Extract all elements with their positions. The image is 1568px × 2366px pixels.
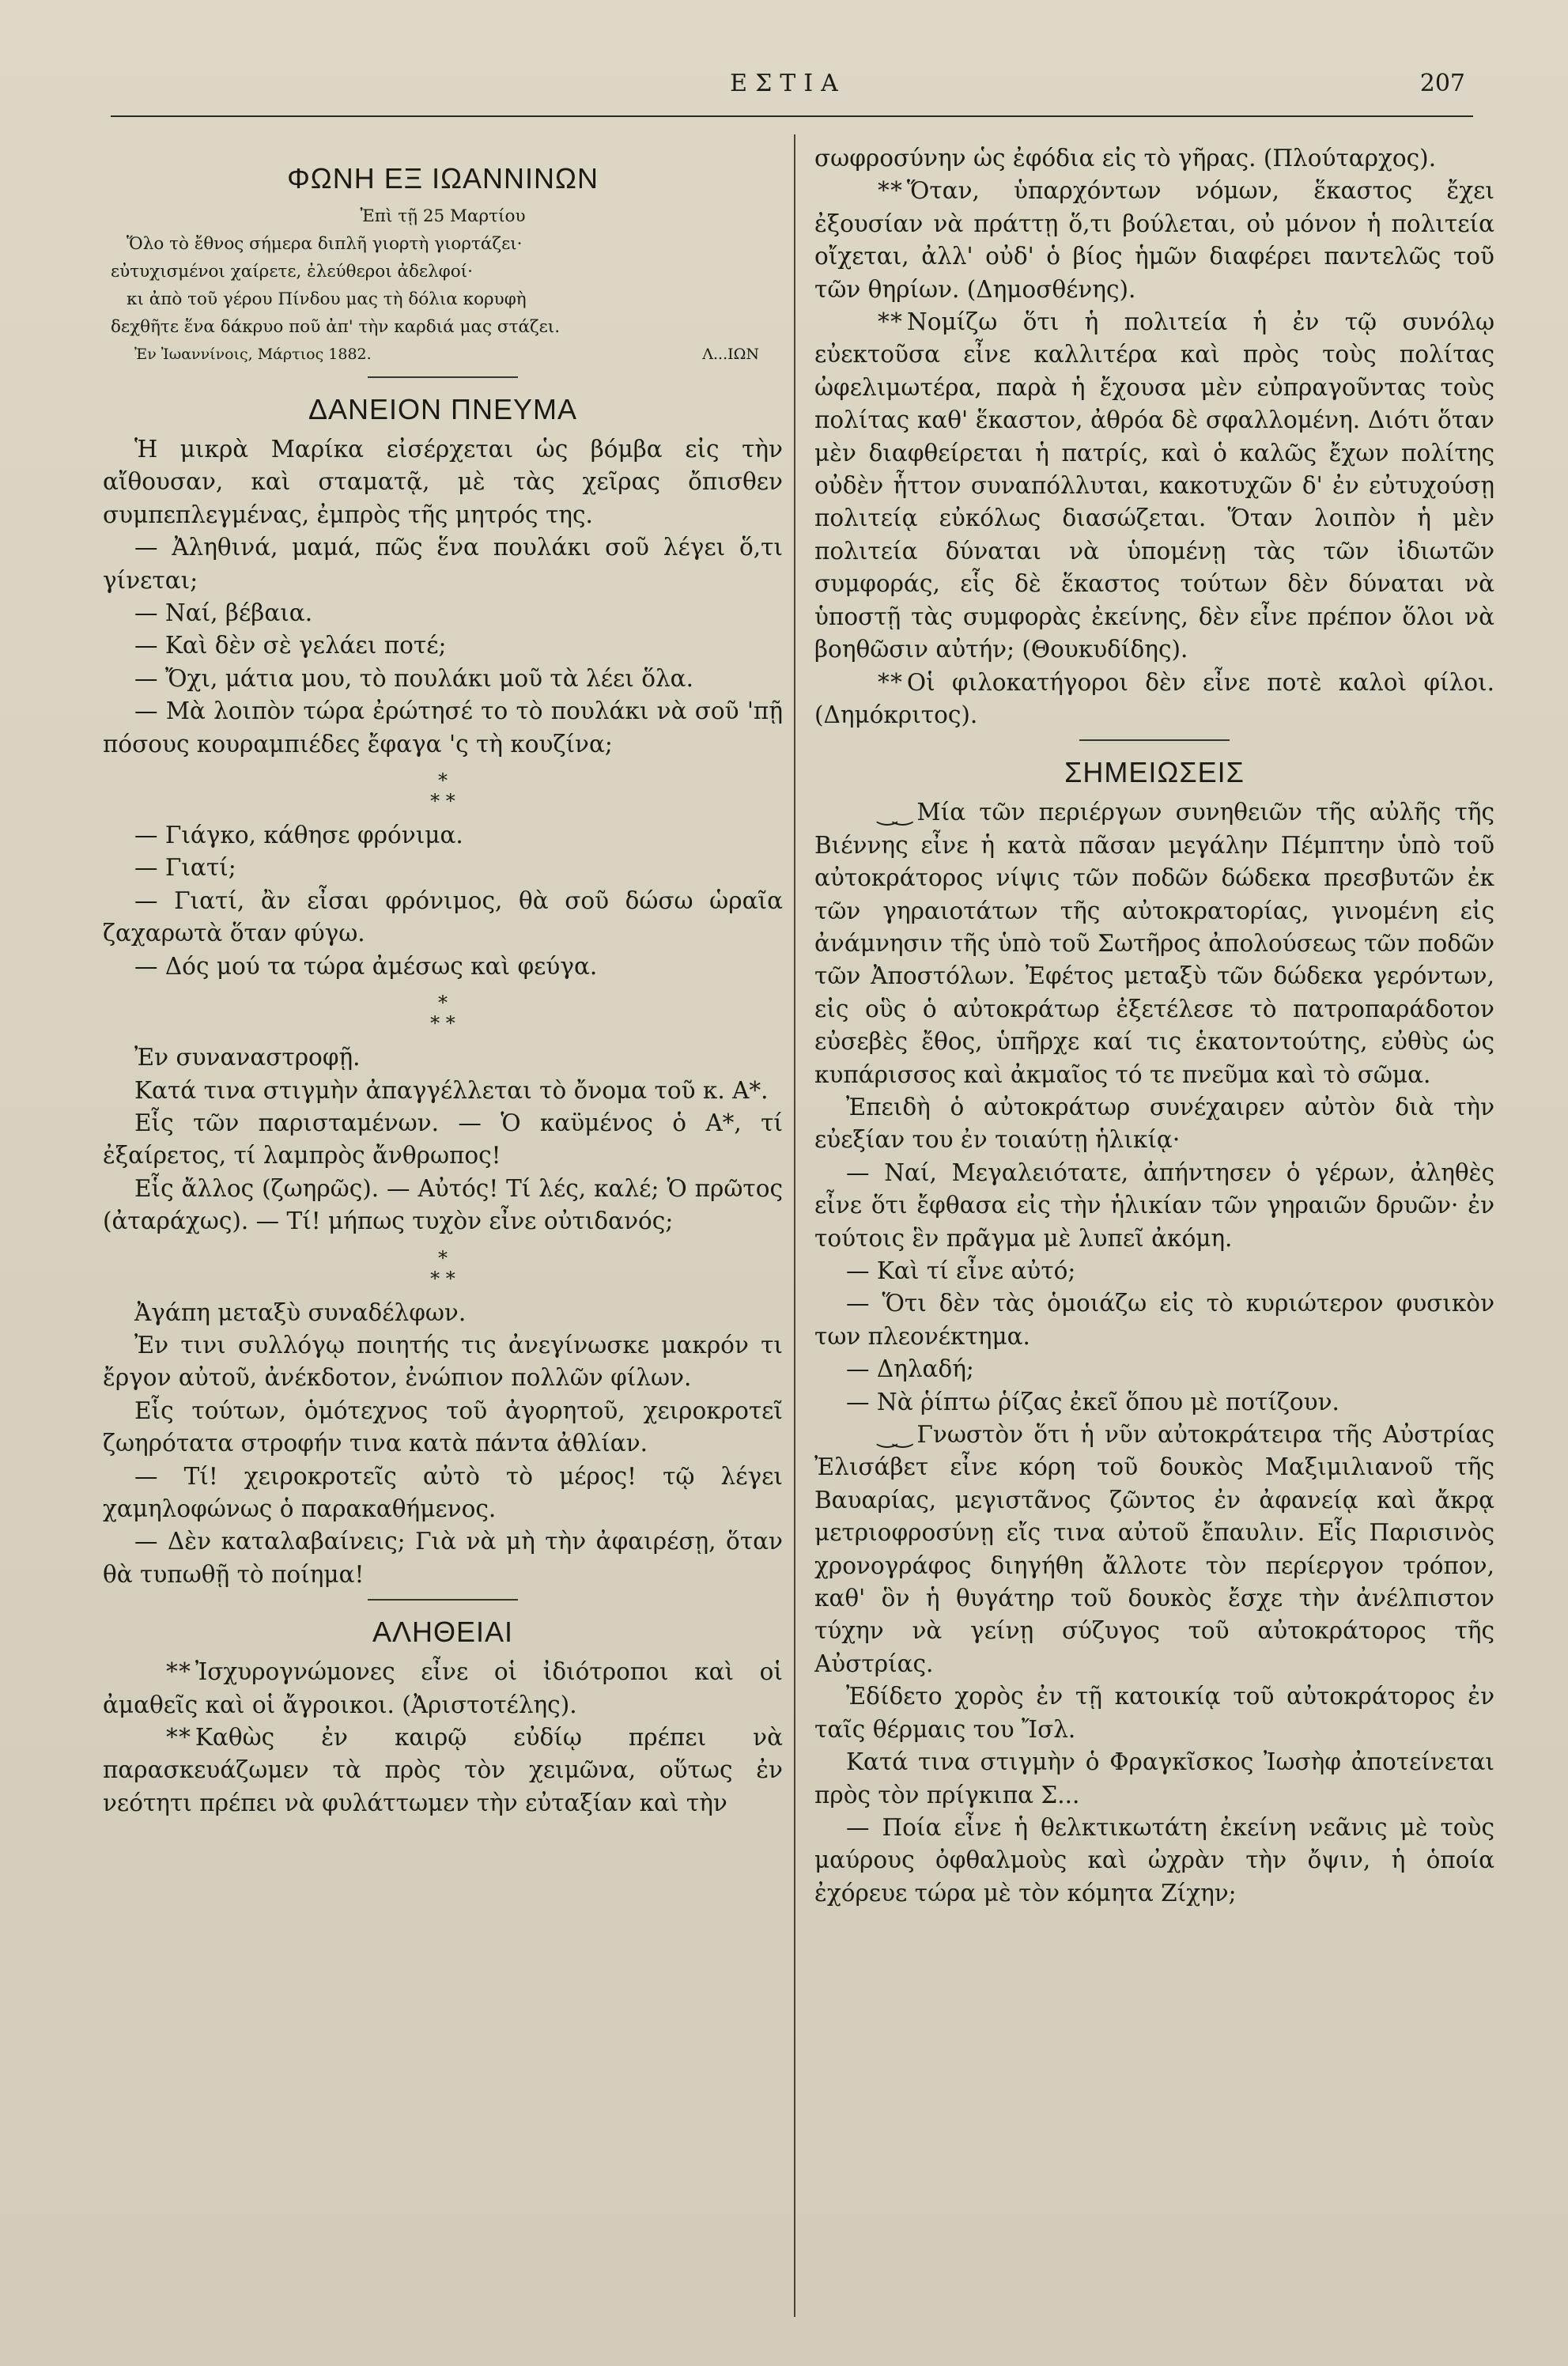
note-text: Γνωστὸν ὅτι ἡ νῦν αὐτοκράτειρα τῆς Αὐστρίας Ἐλισάβετ εἶνε κόρη τοῦ δουκὸς Μαξιμιλιανοῦ τῆς Βαυαρίας, μεγιστᾶνος ζῶντος ἐν ἀφανείᾳ καὶ ἄκρᾳ μετριοφροσύνῃ εἴς τινα αὐτοῦ ἔπαυλιν. Εἷς Παρισινὸς χρονογράφος διηγήθη ἄλλοτε τὸν περίεργον τρόπον, καθ' ὃν ἡ θυγάτηρ τοῦ δουκὸς ἔσχε τὴν ἀνέλπιστον τύχην νὰ γείνῃ σύζυγος τοῦ αὐτοκράτορος τῆς Αὐστρίας. bbox=[814, 1421, 1494, 1677]
paragraph: — Μὰ λοιπὸν τώρα ἐρώτησέ το τὸ πουλάκι νὰ σοῦ 'πῇ πόσους κουραμπιέδες ἔφαγα 'ς τὴ κουζίνα; bbox=[103, 697, 783, 758]
paragraph: — Ὅτι δὲν τὰς ὁμοιάζω εἰς τὸ κυριώτερον φυσικὸν των πλεονέκτημα. bbox=[814, 1290, 1494, 1350]
paragraph: — Νὰ ῥίπτω ῥίζας ἐκεῖ ὅπου μὲ ποτίζουν. bbox=[846, 1388, 1339, 1415]
poem-line: κι ἀπὸ τοῦ γέρου Πίνδου μας τὴ δόλια κορυφὴ bbox=[127, 289, 527, 309]
paragraph: Εἷς ἄλλος (ζωηρῶς). — Αὐτός! Τί λές, καλέ; Ὁ πρῶτος (ἀταράχως). — Τί! μήπως τυχὸν εἶνε οὐτιδανός; bbox=[103, 1174, 783, 1235]
paragraph: * * Νομίζω ὅτι ἡ πολιτεία ἡ ἐν τῷ συνόλῳ εὐεκτοῦσα εἶνε καλλιτέρα καὶ πρὸς τοὺς πολίτας ὠφελιμωτέρα, παρὰ ἡ ἔχουσα μὲν εὐπραγοῦντας τοὺς πολίτας καθ' ἕκαστον, ἀθρόα δὲ σφαλλομένη. Διότι ὅταν μὲν διαφθείρεται ἡ πατρίς, καὶ ὁ καλῶς ἔχων πολίτης οὐδὲν ἧττον συναπόλλυται, κακοτυχῶν δ' ἐν εὐτυχούσῃ πολιτείᾳ εὐκόλως διασώζεται. Ὅταν λοιπὸν ἡ μὲν πολιτεία δύναται νὰ ὑπομένῃ τὰς τῶν ἰδιωτῶν συμφοράς, εἷς δὲ ἕκαστος τούτων δὲν δύναται νὰ ὑποστῇ τὰς συμφορὰς ἐκείνης, δὲν εἶνε πρέπον ὅλοι νὰ βοηθῶσιν αὐτήν; (Θουκυδίδης). bbox=[814, 308, 1494, 663]
section-heading: ΣΗΜΕΙΩΣΕΙΣ bbox=[1064, 756, 1245, 789]
section-rule bbox=[1079, 739, 1230, 741]
asterism: * * * bbox=[430, 1246, 455, 1290]
paragraph: Ἐν τινι συλλόγῳ ποιητής τις ἀνεγίνωσκε μακρόν τι ἔργον αὐτοῦ, ἀνέκδοτον, ἐνώπιον πολλῶν φίλων. bbox=[103, 1331, 783, 1392]
paragraph: Εἷς τούτων, ὁμότεχνος τοῦ ἀγορητοῦ, χειροκροτεῖ ζωηρότατα στροφήν τινα κατὰ πάντα ἀθλίαν. bbox=[103, 1397, 783, 1457]
paragraph: — Καὶ δὲν σὲ γελάει ποτέ; bbox=[134, 632, 447, 660]
page-number: 207 bbox=[1419, 70, 1465, 97]
truth-text: Ἰσχυρογνώμονες εἶνε οἱ ἰδιότροποι καὶ οἱ ἀμαθεῖς καὶ οἱ ἄγροικοι. (Ἀριστοτέλης). bbox=[103, 1658, 783, 1718]
paragraph: — Γιατί; bbox=[134, 854, 236, 882]
paragraph: Ἀγάπη μεταξὺ συναδέλφων. bbox=[134, 1298, 467, 1326]
paragraph: * * Ἰσχυρογνώμονες εἶνε οἱ ἰδιότροποι καὶ οἱ ἀμαθεῖς καὶ οἱ ἄγροικοι. (Ἀριστοτέλης). bbox=[103, 1658, 783, 1718]
section-heading: ΔΑΝΕΙΟΝ ΠΝΕΥΜΑ bbox=[308, 393, 578, 425]
paragraph: Ἡ μικρὰ Μαρίκα εἰσέρχεται ὡς βόμβα εἰς τὴν αἴθουσαν, καὶ σταματᾷ, μὲ τὰς χεῖρας ὄπισθεν συμπεπλεγμένας, ἐμπρὸς τῆς μητρός της. bbox=[103, 436, 783, 528]
paragraph: Ἐπειδὴ ὁ αὐτοκράτωρ συνέχαιρεν αὐτὸν διὰ τὴν εὐεξίαν του ἐν τοιαύτῃ ἡλικίᾳ· bbox=[814, 1093, 1494, 1154]
paragraph: * * Ὅταν, ὑπαρχόντων νόμων, ἕκαστος ἔχει ἐξουσίαν νὰ πράττῃ ὅ,τι βούλεται, οὐ μόνον ἡ πολιτεία οἴχεται, ἀλλ' οὐδ' ὁ βίος ἡμῶν διαφέρει παντελῶς τοῦ τῶν θηρίων. (Δημοσθένης). bbox=[814, 177, 1494, 303]
truth-text: Ὅταν, ὑπαρχόντων νόμων, ἕκαστος ἔχει ἐξουσίαν νὰ πράττῃ ὅ,τι βούλεται, οὐ μόνον ἡ πολιτεία οἴχεται, ἀλλ' οὐδ' ὁ βίος ἡμῶν διαφέρει παντελῶς τοῦ τῶν θηρίων. (Δημοσθένης). bbox=[814, 177, 1494, 303]
paragraph: — Ναί, βέβαια. bbox=[134, 599, 313, 627]
truth-text: Οἱ φιλοκατήγοροι δὲν εἶνε ποτὲ καλοὶ φίλοι. (Δημόκριτος). bbox=[814, 668, 1494, 728]
paragraph: ‿‿ Μία τῶν περιέργων συνηθειῶν τῆς αὐλῆς τῆς Βιέννης εἶνε ἡ κατὰ πᾶσαν μεγάλην Πέμπτην ὑπὸ τοῦ αὐτοκράτορος νίψις τῶν ποδῶν δώδεκα πρεσβυτῶν ἐκ τῶν γηραιοτάτων τῆς αὐτοκρατορίας, γινομένη εἰς ἀνάμνησιν τῆς ὑπὸ τοῦ Σωτῆρος ἀπολούσεως τῶν ποδῶν τῶν Ἀποστόλων. Ἐφέτος μεταξὺ τῶν δώδεκα γερόντων, εἰς οὓς ὁ αὐτοκράτωρ ἐξετέλεσε τὸ πατροπαράδοτον εὐσεβὲς ἔθος, ὑπῆρχε καί τις ἑκατοντούτης, εὐθὺς ὡς κυπάρισσος καὶ ἀκμαῖος τό τε πνεῦμα καὶ τὸ σῶμα. bbox=[814, 799, 1494, 1088]
paragraph: ‿‿ Γνωστὸν ὅτι ἡ νῦν αὐτοκράτειρα τῆς Αὐστρίας Ἐλισάβετ εἶνε κόρη τοῦ δουκὸς Μαξιμιλιανοῦ τῆς Βαυαρίας, μεγιστᾶνος ζῶντος ἐν ἀφανείᾳ καὶ ἄκρᾳ μετριοφροσύνῃ εἴς τινα αὐτοῦ ἔπαυλιν. Εἷς Παρισινὸς χρονογράφος διηγήθη ἄλλοτε τὸν περίεργον τρόπον, καθ' ὃν ἡ θυγάτηρ τοῦ δουκὸς ἔσχε τὴν ἀνέλπιστον τύχην νὰ γείνῃ σύζυγος τοῦ αὐτοκράτορος τῆς Αὐστρίας. bbox=[814, 1421, 1494, 1677]
paragraph: — Γιατί, ἂν εἶσαι φρόνιμος, θὰ σοῦ δώσω ὡραῖα ζαχαρωτὰ ὅταν φύγω. bbox=[103, 886, 783, 947]
left-column bbox=[103, 142, 783, 2325]
paragraph: σωφροσύνην ὡς ἐφόδια εἰς τὸ γῆρας. (Πλούταρχος). bbox=[814, 145, 1437, 172]
paragraph: Ἐν συναναστροφῇ. bbox=[134, 1044, 361, 1072]
poem-signature-line bbox=[103, 341, 783, 369]
note-text: Μία τῶν περιέργων συνηθειῶν τῆς αὐλῆς τῆς Βιέννης εἶνε ἡ κατὰ πᾶσαν μεγάλην Πέμπτην ὑπὸ τοῦ αὐτοκράτορος νίψις τῶν ποδῶν δώδεκα πρεσβυτῶν ἐκ τῶν γηραιοτάτων τῆς αὐτοκρατορίας, γινομένη εἰς ἀνάμνησιν τῆς ὑπὸ τοῦ Σωτῆρος ἀπολούσεως τῶν ποδῶν τῶν Ἀποστόλων. Ἐφέτος μεταξὺ τῶν δώδεκα γερόντων, εἰς οὓς ὁ αὐτοκράτωρ ἐξετέλεσε τὸ πατροπαράδοτον εὐσεβὲς ἔθος, ὑπῆρχε καί τις ἑκατοντούτης, εὐθὺς ὡς κυπάρισσος καὶ ἀκμαῖος τό τε πνεῦμα καὶ τὸ σῶμα. bbox=[814, 799, 1494, 1088]
section-heading: ΑΛΗΘΕΙΑΙ bbox=[372, 1616, 514, 1649]
poem-line: Ὅλο τὸ ἔθνος σήμερα διπλῆ γιορτὴ γιορτάζει· bbox=[127, 234, 523, 254]
right-column bbox=[814, 142, 1494, 2325]
paragraph: — Ποία εἶνε ἡ θελκτικωτάτη ἐκείνη νεᾶνις μὲ τοὺς μαύρους ὀφθαλμοὺς καὶ ὠχρὰν τὴν ὄψιν, ἡ ὁποία ἐχόρευε τώρα μὲ τὸν κόμητα Ζίχην; bbox=[814, 1813, 1494, 1907]
asterism: * * * bbox=[430, 992, 455, 1035]
asterism: * * * bbox=[430, 769, 455, 813]
poem-place: Ἐν Ἰωαννίνοις, Μάρτιος 1882. bbox=[134, 346, 372, 363]
paragraph: — Τί! χειροκροτεῖς αὐτὸ τὸ μέρος! τῷ λέγει χαμηλοφώνως ὁ παρακαθήμενος. bbox=[103, 1462, 783, 1522]
paragraph: — Ναί, Μεγαλειότατε, ἀπήντησεν ὁ γέρων, ἀληθὲς εἶνε ὅτι ἔφθασα εἰς τὴν ἡλικίαν τῶν γηραιῶν δρυῶν· ἐν τούτοις ἓν πρᾶγμα μὲ λυπεῖ ἀκόμη. bbox=[814, 1158, 1494, 1252]
running-head bbox=[111, 70, 1465, 106]
poem-heading: ΦΩΝΗ ΕΞ ΙΩΑΝΝΙΝΩΝ bbox=[287, 162, 599, 195]
paragraph: — Δός μού τα τώρα ἀμέσως καὶ φεύγα. bbox=[134, 952, 598, 980]
header-rule bbox=[111, 115, 1473, 117]
paragraph: — Ἀληθινά, μαμά, πῶς ἕνα πουλάκι σοῦ λέγει ὅ,τι γίνεται; bbox=[103, 534, 783, 594]
poem-line: δεχθῆτε ἕνα δάκρυο ποῦ ἀπ' τὴν καρδιά μας στάζει. bbox=[111, 317, 561, 337]
paragraph: * * Οἱ φιλοκατήγοροι δὲν εἶνε ποτὲ καλοὶ φίλοι. (Δημόκριτος). bbox=[814, 668, 1494, 728]
column-divider bbox=[794, 134, 795, 2317]
poem-signature: Λ...ΙΩΝ bbox=[702, 346, 759, 363]
paragraph: — Ὄχι, μάτια μου, τὸ πουλάκι μοῦ τὰ λέει ὅλα. bbox=[134, 664, 693, 692]
truth-text: Νομίζω ὅτι ἡ πολιτεία ἡ ἐν τῷ συνόλῳ εὐεκτοῦσα εἶνε καλλιτέρα καὶ πρὸς τοὺς πολίτας ὠφελιμωτέρα, παρὰ ἡ ἔχουσα μὲν εὐπραγοῦντας τοὺς πολίτας καθ' ἕκαστον, ἀθρόα δὲ σφαλλομένη. Διότι ὅταν μὲν διαφθείρεται ἡ πατρίς, καὶ ὁ καλῶς ἔχων πολίτης οὐδὲν ἧττον συναπόλλυται, κακοτυχῶν δ' ἐν εὐτυχούσῃ πολιτείᾳ εὐκόλως διασώζεται. Ὅταν λοιπὸν ἡ μὲν πολιτεία δύναται νὰ ὑπομένῃ τὰς τῶν ἰδιωτῶν συμφοράς, εἷς δὲ ἕκαστος τούτων δὲν δύναται νὰ ὑποστῇ τὰς συμφορὰς ἐκείνης, δὲν εἶνε πρέπον ὅλοι νὰ βοηθῶσιν αὐτήν; (Θουκυδίδης). bbox=[814, 308, 1494, 663]
paragraph: — Δηλαδή; bbox=[846, 1355, 974, 1383]
truth-text: Καθὼς ἐν καιρῷ εὐδίῳ πρέπει νὰ παρασκευάζωμεν τὰ πρὸς τὸν χειμῶνα, οὕτως ἐν νεότητι πρέπει νὰ φυλάττωμεν τὴν εὐταξίαν καὶ τὴν bbox=[103, 1724, 783, 1816]
section-rule bbox=[368, 1599, 518, 1601]
paragraph: Κατά τινα στιγμὴν ἀπαγγέλλεται τὸ ὄνομα τοῦ κ. Α*. bbox=[134, 1076, 769, 1104]
journal-title: ΕΣΤΙΑ bbox=[730, 70, 846, 97]
poem-dateline: Ἐπὶ τῇ 25 Μαρτίου bbox=[360, 206, 526, 226]
paragraph: Εἷς τῶν παρισταμένων. — Ὁ καϋμένος ὁ Α*, τί ἐξαίρετος, τί λαμπρὸς ἄνθρωπος! bbox=[103, 1109, 783, 1170]
paragraph: — Γιάγκο, κάθησε φρόνιμα. bbox=[134, 822, 463, 849]
paragraph: — Καὶ τί εἶνε αὐτό; bbox=[846, 1257, 1076, 1284]
paragraph: Κατά τινα στιγμὴν ὁ Φραγκῖσκος Ἰωσὴφ ἀποτείνεται πρὸς τὸν πρίγκιπα Σ... bbox=[814, 1748, 1494, 1809]
poem bbox=[103, 202, 783, 369]
paragraph: Ἐδίδετο χορὸς ἐν τῇ κατοικίᾳ τοῦ αὐτοκράτορος ἐν ταῖς θέρμαις του Ἴσλ. bbox=[814, 1683, 1494, 1743]
paragraph: — Δὲν καταλαβαίνεις; Γιὰ νὰ μὴ τὴν ἀφαιρέσῃ, ὅταν θὰ τυπωθῇ τὸ ποίημα! bbox=[103, 1528, 783, 1588]
paragraph: * * Καθὼς ἐν καιρῷ εὐδίῳ πρέπει νὰ παρασκευάζωμεν τὰ πρὸς τὸν χειμῶνα, οὕτως ἐν νεότητι πρέπει νὰ φυλάττωμεν τὴν εὐταξίαν καὶ τὴν bbox=[103, 1724, 783, 1816]
poem-line: εὐτυχισμένοι χαίρετε, ἐλεύθεροι ἀδελφοί· bbox=[111, 262, 473, 282]
section-rule bbox=[368, 376, 518, 378]
